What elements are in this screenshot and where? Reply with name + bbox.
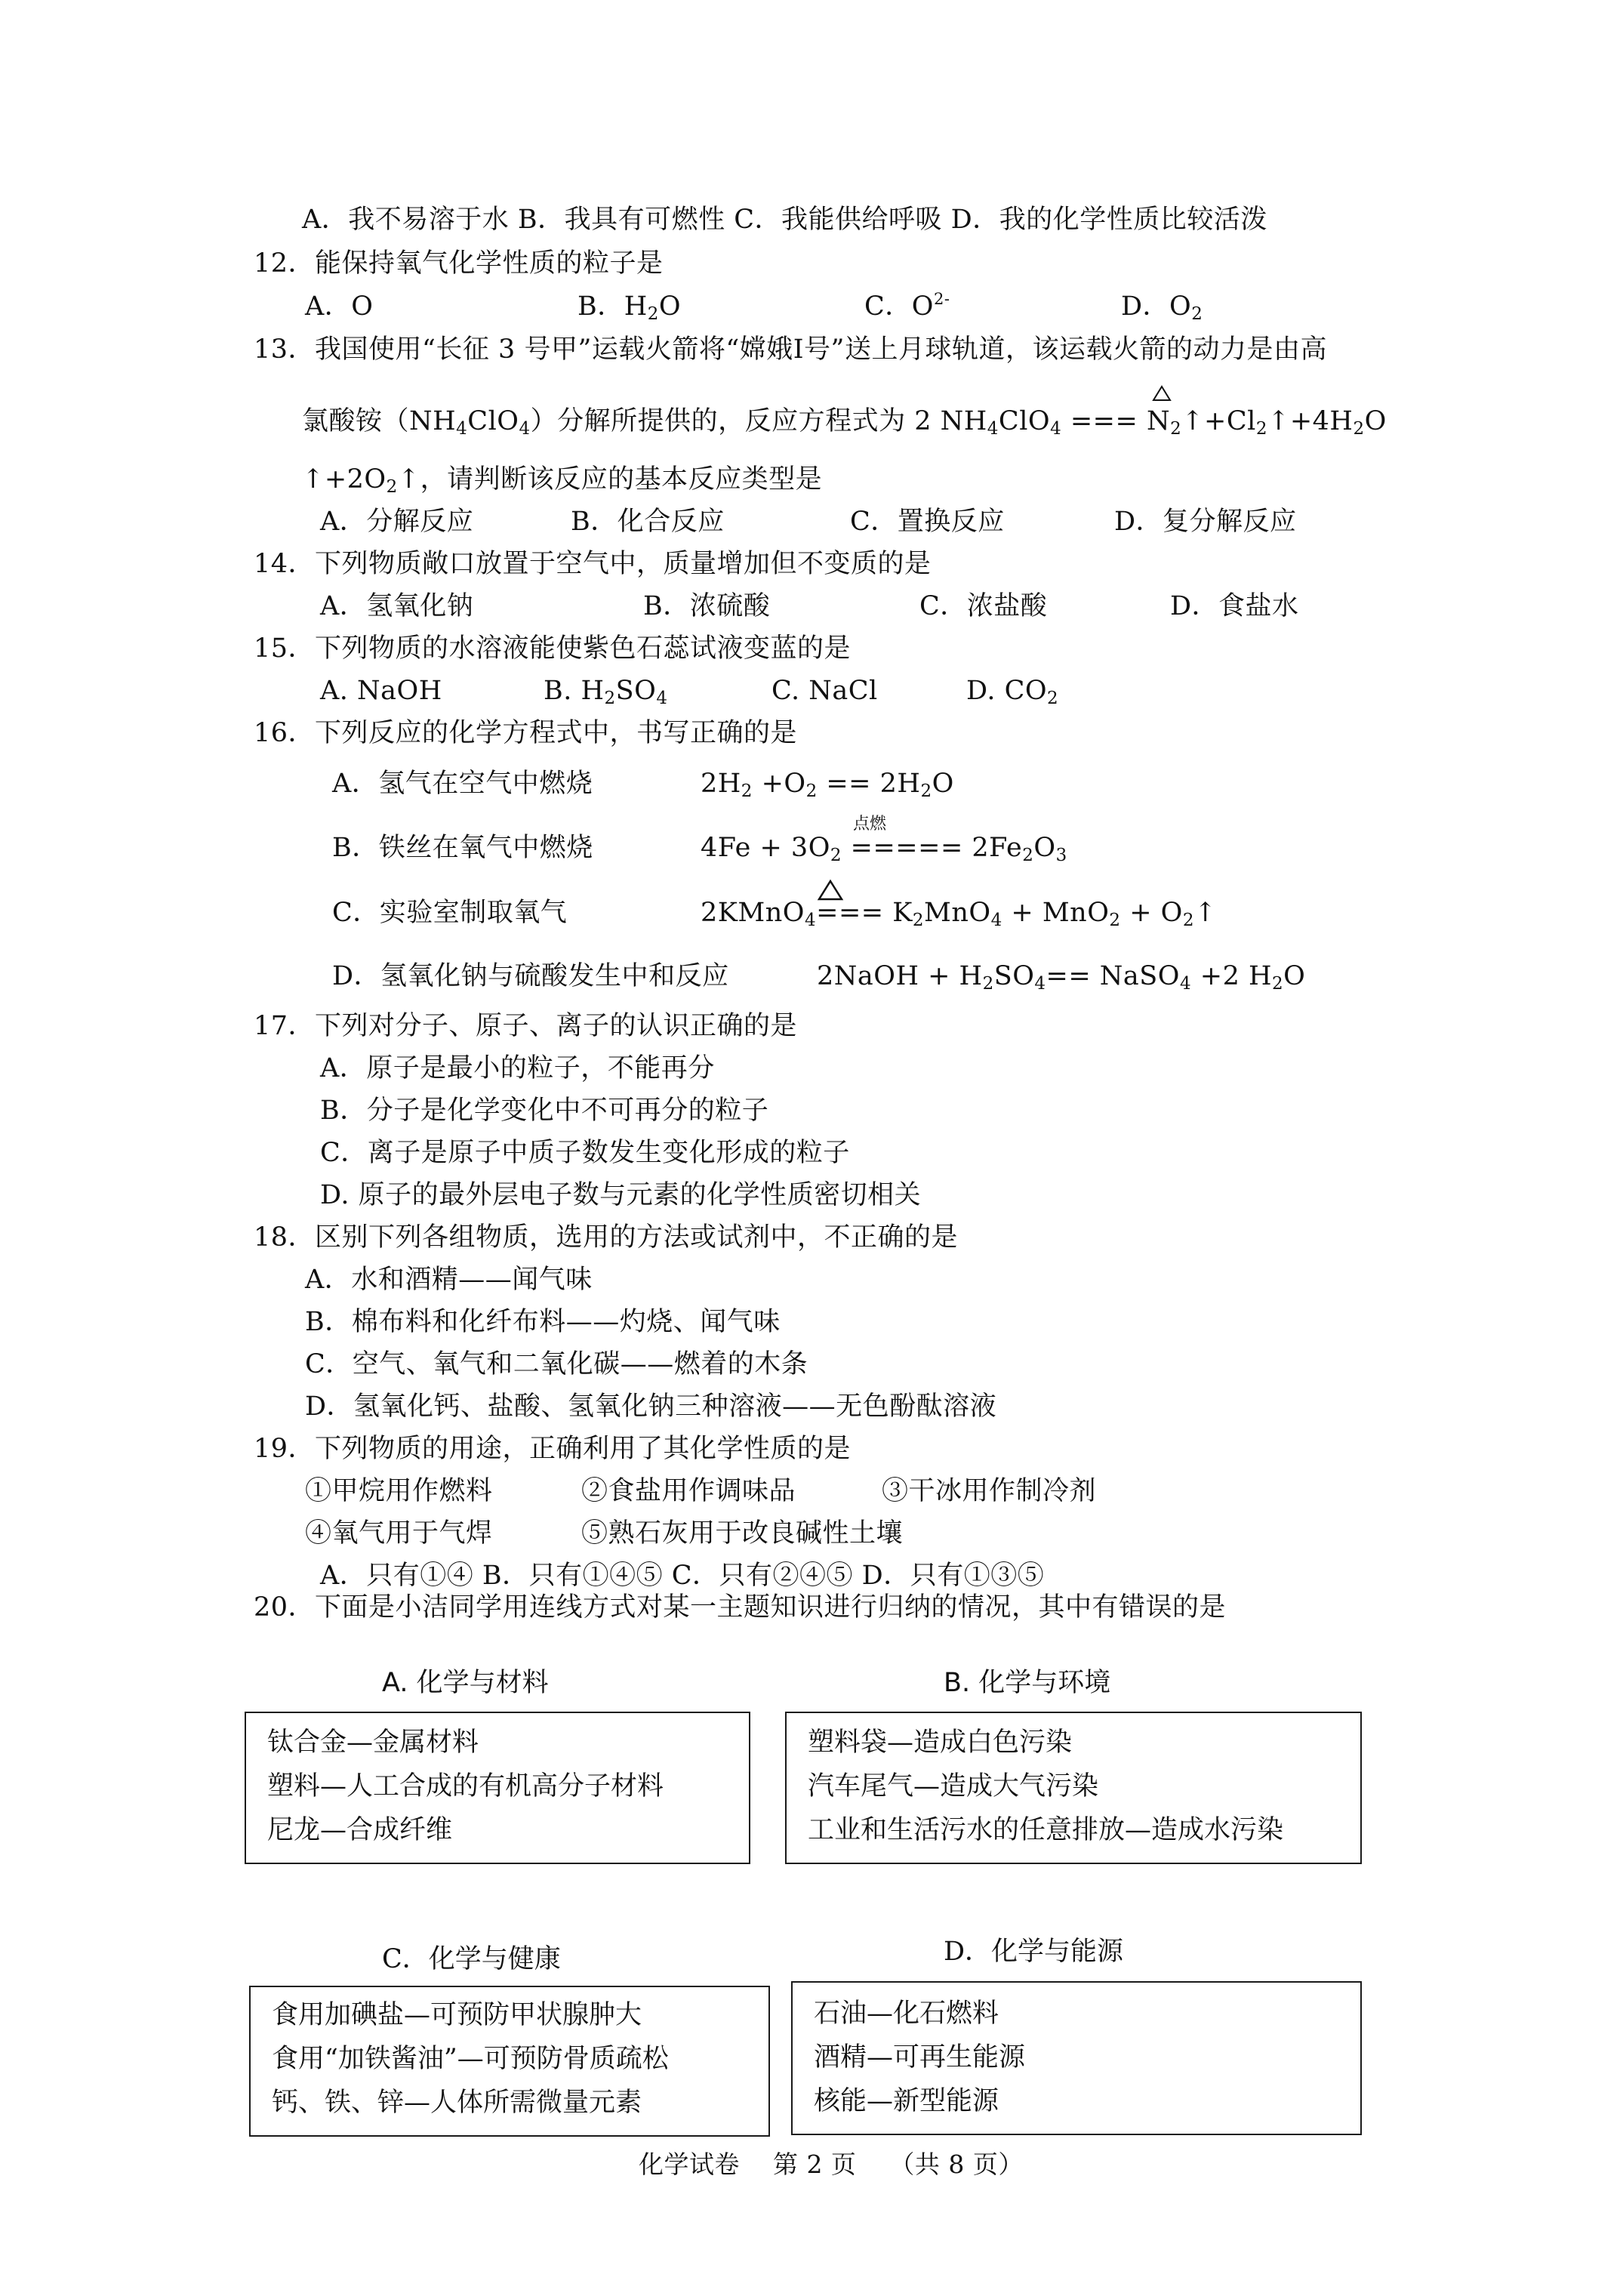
box-c-line: 钙、铁、锌—人体所需微量元素 — [272, 2088, 642, 2118]
q12-option-a: A．O — [305, 291, 374, 322]
box-b-title: B. 化学与环境 — [944, 1668, 1111, 1698]
q13-option-c: C．置换反应 — [850, 507, 1005, 537]
q14-option-d: D．食盐水 — [1170, 591, 1299, 621]
box-b — [785, 1712, 1362, 1864]
box-d-line: 酒精—可再生能源 — [814, 2042, 1026, 2073]
q12-option-c: C．$O^{2-}$ — [864, 290, 950, 322]
box-d-line: 石油—化石燃料 — [814, 1999, 999, 2029]
box-a-line: 塑料—人工合成的有机高分子材料 — [267, 1771, 664, 1801]
q18-option-d: D．氢氧化钙、盐酸、氢氧化钠三种溶液——无色酚酞溶液 — [305, 1391, 997, 1422]
q13-option-d: D．复分解反应 — [1114, 507, 1297, 537]
q14-option-b: B．浓硫酸 — [643, 591, 771, 621]
q15-option-c: C. NaCl — [771, 676, 878, 706]
box-d-line: 核能—新型能源 — [814, 2086, 999, 2116]
q15-stem: 15．下列物质的水溶液能使紫色石蕊试液变蓝的是 — [254, 633, 852, 664]
q18-option-b: B．棉布料和化纤布料——灼烧、闻气味 — [305, 1307, 781, 1337]
q19-options: A．只有①④ B．只有①④⑤ C．只有②④⑤ D．只有①③⑤ — [320, 1561, 1045, 1591]
q19-item-2: ②食盐用作调味品 — [581, 1476, 796, 1506]
q19-item-1: ①甲烷用作燃料 — [305, 1476, 493, 1506]
q11-options: A．我不易溶于水 B．我具有可燃性 C．我能供给呼吸 D．我的化学性质比较活泼 — [302, 205, 1267, 235]
q13-line2: 氯酸铵$(NH_4ClO_4)$分解所提供的，反应方程式为 2 $NH_4ClO_4$ === $N_2↑+Cl_2↑+4H_2O$ — [302, 406, 1387, 439]
q19-item-5: ⑤熟石灰用于改良碱性土壤 — [581, 1518, 904, 1549]
q16-option-d-label: D．氢氧化钠与硫酸发生中和反应 — [332, 961, 729, 991]
q18-option-a: A．水和酒精——闻气味 — [305, 1265, 593, 1295]
q17-option-d: D. 原子的最外层电子数与元素的化学性质密切相关 — [320, 1180, 922, 1210]
box-a — [245, 1712, 750, 1864]
box-b-line: 汽车尾气—造成大气污染 — [808, 1771, 1099, 1801]
box-d — [791, 1981, 1362, 2135]
q13-line3: $↑+2O_2↑$，请判断该反应的基本反应类型是 — [302, 464, 823, 497]
q19-stem: 19．下列物质的用途，正确利用了其化学性质的是 — [254, 1434, 852, 1464]
q18-option-c: C．空气、氧气和二氧化碳——燃着的木条 — [305, 1349, 808, 1379]
q12-option-b: B．$H_2O$ — [577, 291, 682, 324]
heat-triangle-icon — [1152, 385, 1172, 402]
page-footer: 化学试卷 第 2 页 （共 8 页） — [639, 2150, 1024, 2179]
q15-option-a: A. NaOH — [320, 676, 442, 706]
q17-option-b: B．分子是化学变化中不可再分的粒子 — [320, 1096, 769, 1126]
q14-option-a: A．氢氧化钠 — [320, 591, 474, 621]
q17-option-c: C．离子是原子中质子数发生变化形成的粒子 — [320, 1138, 850, 1168]
box-a-line: 钛合金—金属材料 — [267, 1727, 479, 1758]
q13-option-b: B．化合反应 — [571, 507, 725, 537]
q17-option-a: A．原子是最小的粒子，不能再分 — [320, 1053, 715, 1083]
q16-option-a-equation: $2H_2 +O_2 == 2H_2O$ — [701, 769, 954, 801]
q18-stem: 18．区别下列各组物质，选用的方法或试剂中，不正确的是 — [254, 1222, 959, 1253]
q16-b-condition: 点燃 — [853, 815, 887, 834]
q13-line1: 13．我国使用“长征 3 号甲”运载火箭将“嫦娥Ⅰ号”送上月球轨道，该运载火箭的动力是由高 — [254, 334, 1327, 365]
box-a-title: A. 化学与材料 — [382, 1668, 549, 1698]
q16-option-d-equation: 2NaOH + $H_2SO_4==$ NaSO$_4$ +2 $H_2O$ — [817, 961, 1306, 994]
q13-option-a: A．分解反应 — [320, 507, 474, 537]
q16-stem: 16．下列反应的化学方程式中，书写正确的是 — [254, 718, 798, 748]
q16-option-c-label: C．实验室制取氧气 — [332, 898, 568, 928]
q16-option-c-equation: 2KMnO$_4$=== $K_2MnO_4 + MnO_2$ + $O_2↑$ — [701, 898, 1217, 930]
box-d-title: D．化学与能源 — [944, 1937, 1124, 1967]
q15-option-b: B. $H_2SO_4$ — [544, 676, 668, 708]
q15-option-d: D. $CO_2$ — [966, 676, 1059, 708]
q19-item-4: ④氧气用于气焊 — [305, 1518, 493, 1549]
box-b-line: 工业和生活污水的任意排放—造成水污染 — [808, 1815, 1284, 1845]
box-c-line: 食用加碘盐—可预防甲状腺肿大 — [272, 2000, 642, 2030]
q17-stem: 17．下列对分子、原子、离子的认识正确的是 — [254, 1011, 798, 1041]
q20-stem: 20．下面是小洁同学用连线方式对某一主题知识进行归纳的情况，其中有错误的是 — [254, 1592, 1227, 1623]
q14-option-c: C．浓盐酸 — [919, 591, 1048, 621]
q12-option-d: D．$O_2$ — [1121, 291, 1203, 324]
q16-option-a-label: A．氢气在空气中燃烧 — [332, 769, 593, 799]
q14-stem: 14．下列物质敞口放置于空气中，质量增加但不变质的是 — [254, 549, 932, 579]
box-b-line: 塑料袋—造成白色污染 — [808, 1727, 1073, 1758]
box-a-line: 尼龙—合成纤维 — [267, 1815, 453, 1845]
q16-option-b-equation: $4Fe + 3O_2$ ===== $2Fe_2O_3$ — [701, 833, 1067, 865]
box-c — [249, 1986, 770, 2137]
q19-item-3: ③干冰用作制冷剂 — [882, 1476, 1097, 1506]
box-c-line: 食用“加铁酱油”—可预防骨质疏松 — [272, 2044, 669, 2074]
q12-stem: 12．能保持氧气化学性质的粒子是 — [254, 248, 664, 279]
q16-option-b-label: B．铁丝在氧气中燃烧 — [332, 833, 593, 863]
box-c-title: C．化学与健康 — [382, 1944, 561, 1974]
